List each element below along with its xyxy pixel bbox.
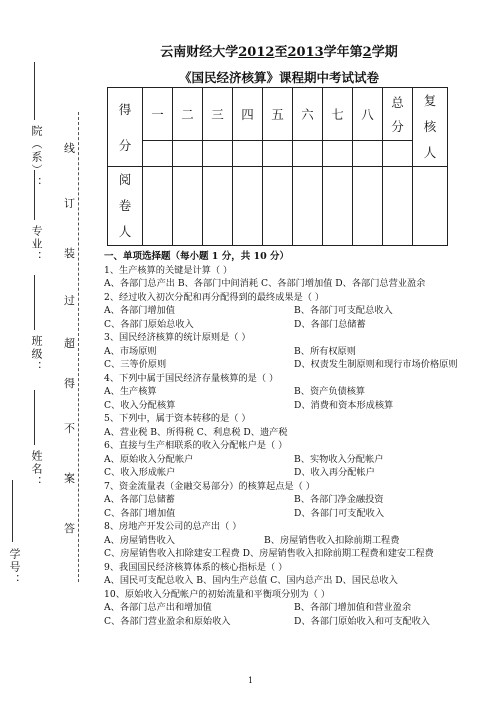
question-2: 2、经过收入初次分配和再分配得到的最终成果是（ ） xyxy=(104,291,325,303)
name-label: 姓名： xyxy=(30,450,43,489)
options-8a: A、房屋销售收入 B、房屋销售收入扣除前期工程费 xyxy=(104,534,400,546)
binding-char: 超 xyxy=(64,337,75,350)
binding-char: 过 xyxy=(64,294,75,307)
score-cell xyxy=(323,140,353,166)
total-header: 总 分 xyxy=(383,88,413,141)
score-cell xyxy=(353,140,383,166)
column-header: 八 xyxy=(353,88,383,141)
question-10: 10、原始收入分配帐户的初始流量和平衡项分别为（ ） xyxy=(104,588,330,600)
student-id-line xyxy=(12,480,13,542)
options-4a: A、生产核算 B、资产负债核算 xyxy=(104,386,366,397)
exam-title: 《国民经济核算》课程期中考试试卷 xyxy=(178,70,379,85)
recheck-cell: 复 核 人 xyxy=(413,88,448,167)
options-7a: A、各部门总储蓄 B、各部门净金融投资 xyxy=(104,494,384,505)
binding-char: 线 xyxy=(64,142,75,155)
options-6a: A、原始收入分配帐户 B、实物收入分配帐户 xyxy=(104,453,384,465)
question-1: 1、生产核算的关键是计算（ ） xyxy=(104,264,233,276)
question-5: 5、下列中，属于资本转移的是（ ） xyxy=(104,413,251,424)
score-table xyxy=(107,87,448,246)
reviewer-sign-cell xyxy=(293,167,323,246)
options-1: A、各部门总产出 B、各部门中间消耗 C、各部门增加值 D、各部门总营业盈余 xyxy=(104,278,426,289)
options-2b: C、各部门原始总收入 D、各部门总储蓄 xyxy=(104,318,366,330)
options-5: A、营业税 B、所得税 C、利息税 D、遗产税 xyxy=(104,426,288,438)
reviewer-sign-cell xyxy=(263,167,293,246)
column-header: 五 xyxy=(263,88,293,141)
question-8: 8、房地产开发公司的总产出（ ） xyxy=(104,521,242,532)
options-10a: A、各部门总产出和增加值 B、各部门增加值和营业盈余 xyxy=(104,602,412,613)
options-8b: C、房屋销售收入扣除建安工程费 D、房屋销售收入扣除前期工程费和建安工程费 xyxy=(104,548,434,559)
binding-margin xyxy=(0,0,92,702)
class-label: 班级： xyxy=(30,335,43,374)
reviewer-sign-cell xyxy=(173,167,203,246)
question-9: 9、我国国民经济核算体系的核心指标是（ ） xyxy=(104,561,288,573)
column-header: 三 xyxy=(203,88,233,141)
term: 2 xyxy=(362,45,372,60)
name-line xyxy=(34,390,35,445)
binding-char: 订 xyxy=(64,197,75,210)
score-cell xyxy=(293,140,323,166)
options-3a: A、市场原则 B、所有权原则 xyxy=(104,345,356,357)
binding-char: 装 xyxy=(64,247,75,260)
year-end: 2013 xyxy=(287,45,324,60)
section-one xyxy=(104,250,494,628)
reviewer-sign-cell xyxy=(353,167,383,246)
question-7: 7、资金流量表（金融交易部分）的核算起点是（ ） xyxy=(104,480,315,492)
reviewer-sign-cell xyxy=(383,167,413,246)
exam-header-line1: 云南财经大学2012至2013学年第2学期 xyxy=(160,45,398,60)
score-cell xyxy=(233,140,263,166)
score-cell xyxy=(173,140,203,166)
binding-char: 不 xyxy=(64,422,75,435)
question-4: 4、下列中属于国民经济存量核算的是（ ） xyxy=(104,372,279,384)
options-10b: C、各部门营业盈余和原始收入 D、各部门原始收入和可支配收入 xyxy=(104,615,430,627)
column-header: 七 xyxy=(323,88,353,141)
score-cell xyxy=(143,140,173,166)
options-2a: A、各部门增加值 B、各部门可支配总收入 xyxy=(104,305,393,316)
cut-line xyxy=(78,112,79,582)
class-line xyxy=(34,275,35,330)
column-header: 四 xyxy=(233,88,263,141)
reviewer-sign-cell xyxy=(203,167,233,246)
score-cell xyxy=(263,140,293,166)
reviewer-sign-cell xyxy=(413,167,448,246)
score-cell xyxy=(203,140,233,166)
binding-char: 答 xyxy=(64,522,75,535)
binding-char: 案 xyxy=(64,472,75,485)
reviewer-cell: 阅 卷 人 xyxy=(108,167,143,246)
options-7b: C、各部门增加值 D、各部门可支配收入 xyxy=(104,507,385,519)
column-header: 二 xyxy=(173,88,203,141)
column-header: 六 xyxy=(293,88,323,141)
column-header: 一 xyxy=(143,88,173,141)
major-label: 专业： xyxy=(30,225,43,264)
student-id-label: 学号： xyxy=(8,548,21,587)
section-heading: 一、单项选择题（每小题 1 分，共 10 分） xyxy=(104,251,290,262)
year-start: 2012 xyxy=(238,45,275,60)
reviewer-sign-cell xyxy=(323,167,353,246)
options-3b: C、三等价原则 D、权责发生制原则和现行市场价格原则 xyxy=(104,359,458,370)
department-label: 院（系）： xyxy=(30,125,43,190)
reviewer-sign-cell xyxy=(143,167,173,246)
question-3: 3、国民经济核算的统计原则是（ ） xyxy=(104,332,251,343)
score-label-cell: 得 分 xyxy=(108,88,143,167)
page-number: 1 xyxy=(248,676,254,685)
options-9: A、国民可支配总收入 B、国内生产总值 C、国内总产出 D、国民总收入 xyxy=(104,575,398,586)
binding-char: 得 xyxy=(64,377,75,390)
options-6b: C、收入形成帐户 D、收入再分配帐户 xyxy=(104,467,375,478)
reviewer-sign-cell xyxy=(233,167,263,246)
question-6: 6、直接与生产相联系的收入分配帐户是（ ） xyxy=(104,440,288,451)
options-4b: C、收入分配核算 D、消费和资本形成核算 xyxy=(104,399,394,411)
score-cell xyxy=(383,140,413,166)
